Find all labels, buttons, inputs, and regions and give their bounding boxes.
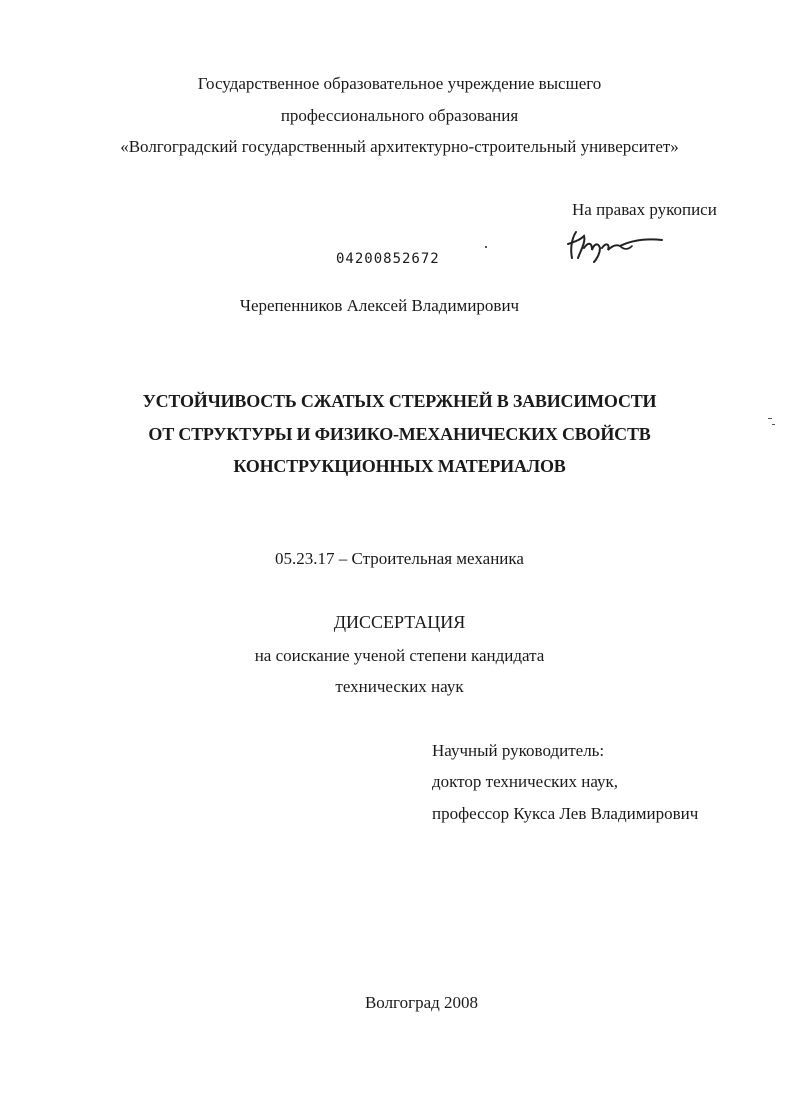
scan-mark (768, 418, 772, 419)
specialty: 05.23.17 – Строительная механика (275, 549, 524, 568)
signature-image (566, 228, 666, 264)
title-line-3: КОНСТРУКЦИОННЫХ МАТЕРИАЛОВ (233, 456, 566, 476)
scan-mark (772, 424, 775, 425)
document-type-heading: ДИССЕРТАЦИЯ (333, 612, 466, 632)
title-line-2: ОТ СТРУКТУРЫ И ФИЗИКО-МЕХАНИЧЕСКИХ СВОЙСТВ (148, 424, 651, 444)
document-type-line-2: технических наук (335, 677, 464, 696)
supervisor-name: профессор Кукса Лев Владимирович (432, 804, 699, 823)
scan-speck (485, 246, 487, 248)
manuscript-note: На правах рукописи (572, 200, 717, 219)
author-name: Черепенников Алексей Владимирович (239, 296, 520, 315)
institution-line-2: профессионального образования (280, 106, 519, 125)
institution-line-1: Государственное образовательное учреждение высшего (197, 74, 602, 93)
registration-number: 04200852672 (336, 251, 440, 267)
institution-line-3: «Волгоградский государственный архитектурно-строительный университет» (120, 137, 679, 156)
title-line-1: УСТОЙЧИВОСТЬ СЖАТЫХ СТЕРЖНЕЙ В ЗАВИСИМОСТИ (142, 391, 657, 411)
supervisor-label: Научный руководитель: (432, 741, 605, 760)
place-year: Волгоград 2008 (364, 993, 479, 1012)
document-type-line-1: на соискание ученой степени кандидата (254, 646, 545, 665)
supervisor-degree: доктор технических наук, (432, 772, 619, 791)
